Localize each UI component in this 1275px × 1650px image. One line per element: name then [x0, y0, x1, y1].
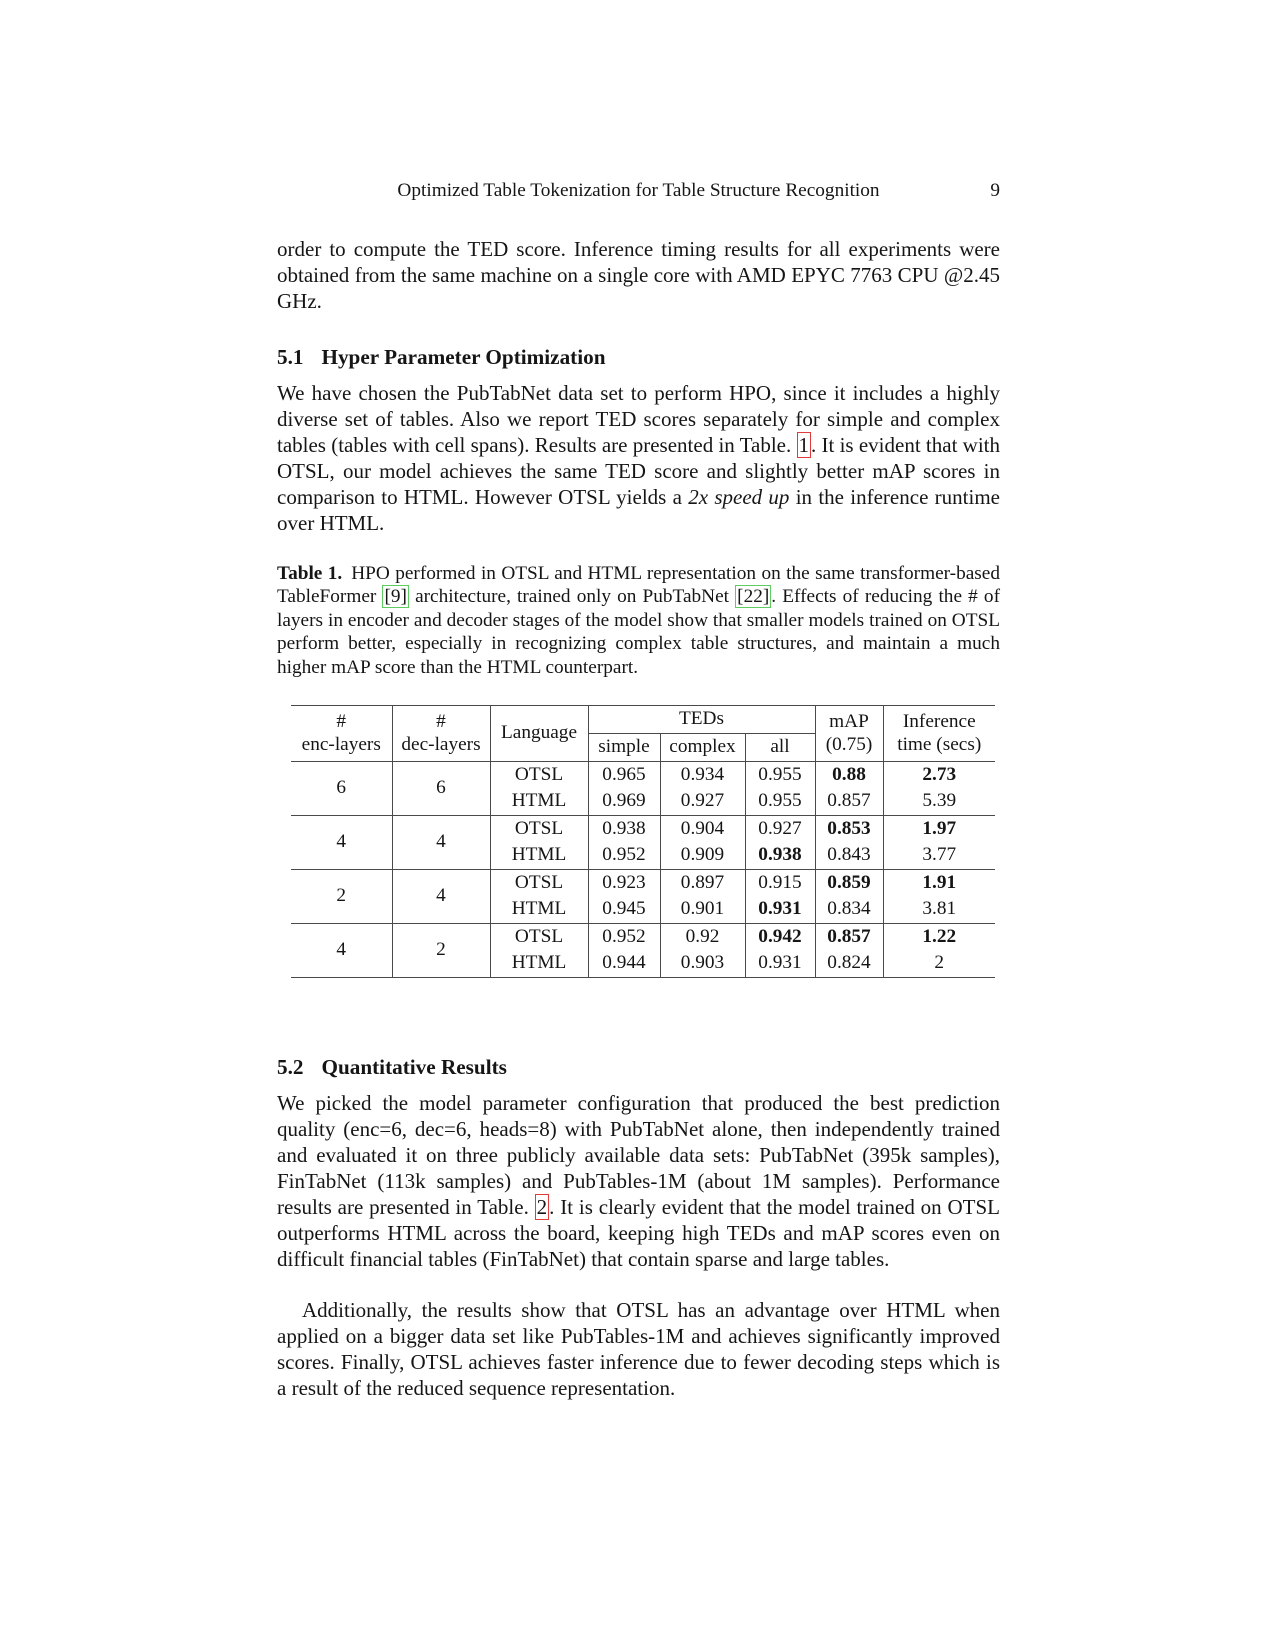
- cell-map: 0.824: [815, 951, 883, 978]
- paragraph-text: Additionally, the results show that OTSL has an advantage over HTML when applied on a bigger data set like PubTables-1M and achieves significantly improved scores. Finally, OTSL achieves faster inference due to fewer decoding steps which is a result of the reduced sequence representation.: [277, 1298, 1000, 1400]
- header-text: #: [436, 710, 446, 732]
- header-text: mAP: [829, 710, 869, 732]
- cell-time: 3.77: [883, 843, 995, 870]
- cell-map: 0.834: [815, 897, 883, 924]
- cell-simple: 0.945: [588, 897, 660, 924]
- header-all: all: [745, 734, 815, 762]
- cite-22-link[interactable]: [22]: [737, 586, 770, 608]
- cell-simple: 0.952: [588, 843, 660, 870]
- section-5-2-heading: [277, 1055, 1000, 1080]
- table-1: [291, 705, 995, 978]
- header-text: (0.75): [825, 733, 873, 755]
- header-row-1: [291, 706, 995, 734]
- table-1-caption: [277, 562, 1000, 679]
- table-row: [291, 870, 995, 897]
- cell-map: 0.857: [815, 789, 883, 816]
- paragraph-text: . It is clearly evident that the model trained on OTSL outperforms HTML across the board, keeping high TEDs and mAP scores even on difficult financial tables (FinTabNet) that contain sparse and large tables.: [277, 1195, 1000, 1271]
- cell-language: OTSL: [490, 762, 588, 789]
- cell-map: 0.857: [815, 924, 883, 951]
- table-row: [291, 762, 995, 789]
- cell-enc: 4: [291, 924, 392, 978]
- paragraph-text: . It is evident that with OTSL, our model achieves the same TED score and slightly better mAP scores in comparison to HTML. However OTSL yields a: [277, 433, 1000, 509]
- cell-dec: 4: [392, 816, 490, 870]
- cell-time: 1.91: [883, 870, 995, 897]
- cite-9-link[interactable]: [9]: [384, 586, 407, 608]
- cell-simple: 0.952: [588, 924, 660, 951]
- cell-all: 0.931: [745, 951, 815, 978]
- header-enc-layers: [291, 706, 392, 762]
- cell-map: 0.88: [815, 762, 883, 789]
- table-1-ref-link[interactable]: 1: [798, 433, 810, 457]
- cell-simple: 0.923: [588, 870, 660, 897]
- cell-language: HTML: [490, 951, 588, 978]
- header-simple: simple: [588, 734, 660, 762]
- cell-complex: 0.934: [660, 762, 745, 789]
- table-row: [291, 816, 995, 843]
- cell-time: 5.39: [883, 789, 995, 816]
- paragraph-text: in the inference runtime over HTML.: [277, 485, 1000, 535]
- running-head: [277, 180, 1000, 202]
- cell-time: 2.73: [883, 762, 995, 789]
- table-2-ref-link[interactable]: 2: [536, 1195, 548, 1219]
- cell-complex: 0.909: [660, 843, 745, 870]
- header-complex: complex: [660, 734, 745, 762]
- cell-enc: 4: [291, 816, 392, 870]
- caption-label: Table 1.: [277, 563, 343, 584]
- section-5-2-paragraph-2: [277, 1297, 1000, 1401]
- intro-text: order to compute the TED score. Inference timing results for all experiments were obtained from the same machine on a single core with AMD EPYC 7763 CPU @2.45 GHz.: [277, 237, 1000, 313]
- section-5-1-paragraph: [277, 380, 1000, 536]
- cell-all: 0.915: [745, 870, 815, 897]
- cell-simple: 0.965: [588, 762, 660, 789]
- caption-text: . Effects of reducing the # of layers in encoder and decoder stages of the model show that smaller models trained on OTSL perform better, especially in recognizing complex table structures, and maintain a much higher mAP score than the HTML counterpart.: [277, 586, 1000, 678]
- cell-map: 0.853: [815, 816, 883, 843]
- section-number: 5.1: [277, 345, 304, 369]
- cell-simple: 0.944: [588, 951, 660, 978]
- cell-language: HTML: [490, 897, 588, 924]
- intro-paragraph: [277, 236, 1000, 314]
- section-5-2-paragraph-1: [277, 1090, 1000, 1272]
- cell-time: 1.22: [883, 924, 995, 951]
- cell-complex: 0.901: [660, 897, 745, 924]
- header-text: enc-layers: [301, 733, 381, 755]
- paragraph-text: We picked the model parameter configuration that produced the best prediction quality (enc=6, dec=6, heads=8) with PubTabNet alone, then independently trained and evaluated it on three publicly available data sets: PubTabNet (395k samples), FinTabNet (113k samples) and PubTables-1M (about 1M samples). Performance results are presented in Table.: [277, 1091, 1000, 1219]
- cell-complex: 0.927: [660, 789, 745, 816]
- cell-map: 0.843: [815, 843, 883, 870]
- cell-language: HTML: [490, 789, 588, 816]
- header-text: #: [336, 710, 347, 732]
- cell-complex: 0.92: [660, 924, 745, 951]
- cell-all: 0.942: [745, 924, 815, 951]
- paragraph-text: We have chosen the PubTabNet data set to perform HPO, since it includes a highly diverse set of tables. Also we report TED scores separately for simple and complex tables (tables with cell spans). Results are presented in Table.: [277, 381, 1000, 457]
- caption-text: HPO performed in OTSL and HTML representation on the same transformer-based TableFormer: [277, 563, 1001, 608]
- cell-simple: 0.969: [588, 789, 660, 816]
- cell-enc: 6: [291, 762, 392, 816]
- cell-time: 1.97: [883, 816, 995, 843]
- cell-all: 0.955: [745, 789, 815, 816]
- section-5-1-heading: [277, 345, 1000, 370]
- cell-language: OTSL: [490, 924, 588, 951]
- header-text: Inference: [902, 710, 976, 732]
- cell-enc: 2: [291, 870, 392, 924]
- cell-simple: 0.938: [588, 816, 660, 843]
- cell-all: 0.931: [745, 897, 815, 924]
- cell-all: 0.938: [745, 843, 815, 870]
- header-inference-time: [883, 706, 995, 762]
- cell-dec: 6: [392, 762, 490, 816]
- cell-time: 3.81: [883, 897, 995, 924]
- cell-language: OTSL: [490, 870, 588, 897]
- caption-text: architecture, trained only on PubTabNet: [408, 586, 736, 608]
- section-title: Hyper Parameter Optimization: [321, 345, 606, 369]
- header-map: [815, 706, 883, 762]
- cell-dec: 4: [392, 870, 490, 924]
- emphasis-text: 2x speed up: [688, 485, 790, 509]
- cell-complex: 0.897: [660, 870, 745, 897]
- cell-dec: 2: [392, 924, 490, 978]
- cell-all: 0.927: [745, 816, 815, 843]
- cell-map: 0.859: [815, 870, 883, 897]
- running-head-title: Optimized Table Tokenization for Table Structure Recognition: [397, 180, 880, 201]
- cell-language: OTSL: [490, 816, 588, 843]
- header-teds: TEDs: [588, 706, 815, 734]
- table-row: [291, 924, 995, 951]
- cell-complex: 0.904: [660, 816, 745, 843]
- cell-complex: 0.903: [660, 951, 745, 978]
- section-number: 5.2: [277, 1055, 304, 1079]
- section-title: Quantitative Results: [321, 1055, 507, 1079]
- header-text: dec-layers: [401, 733, 481, 755]
- cell-all: 0.955: [745, 762, 815, 789]
- cell-language: HTML: [490, 843, 588, 870]
- header-language: Language: [490, 706, 588, 762]
- header-text: time (secs): [897, 733, 982, 755]
- cell-time: 2: [883, 951, 995, 978]
- page-number: 9: [990, 180, 1000, 201]
- header-dec-layers: [392, 706, 490, 762]
